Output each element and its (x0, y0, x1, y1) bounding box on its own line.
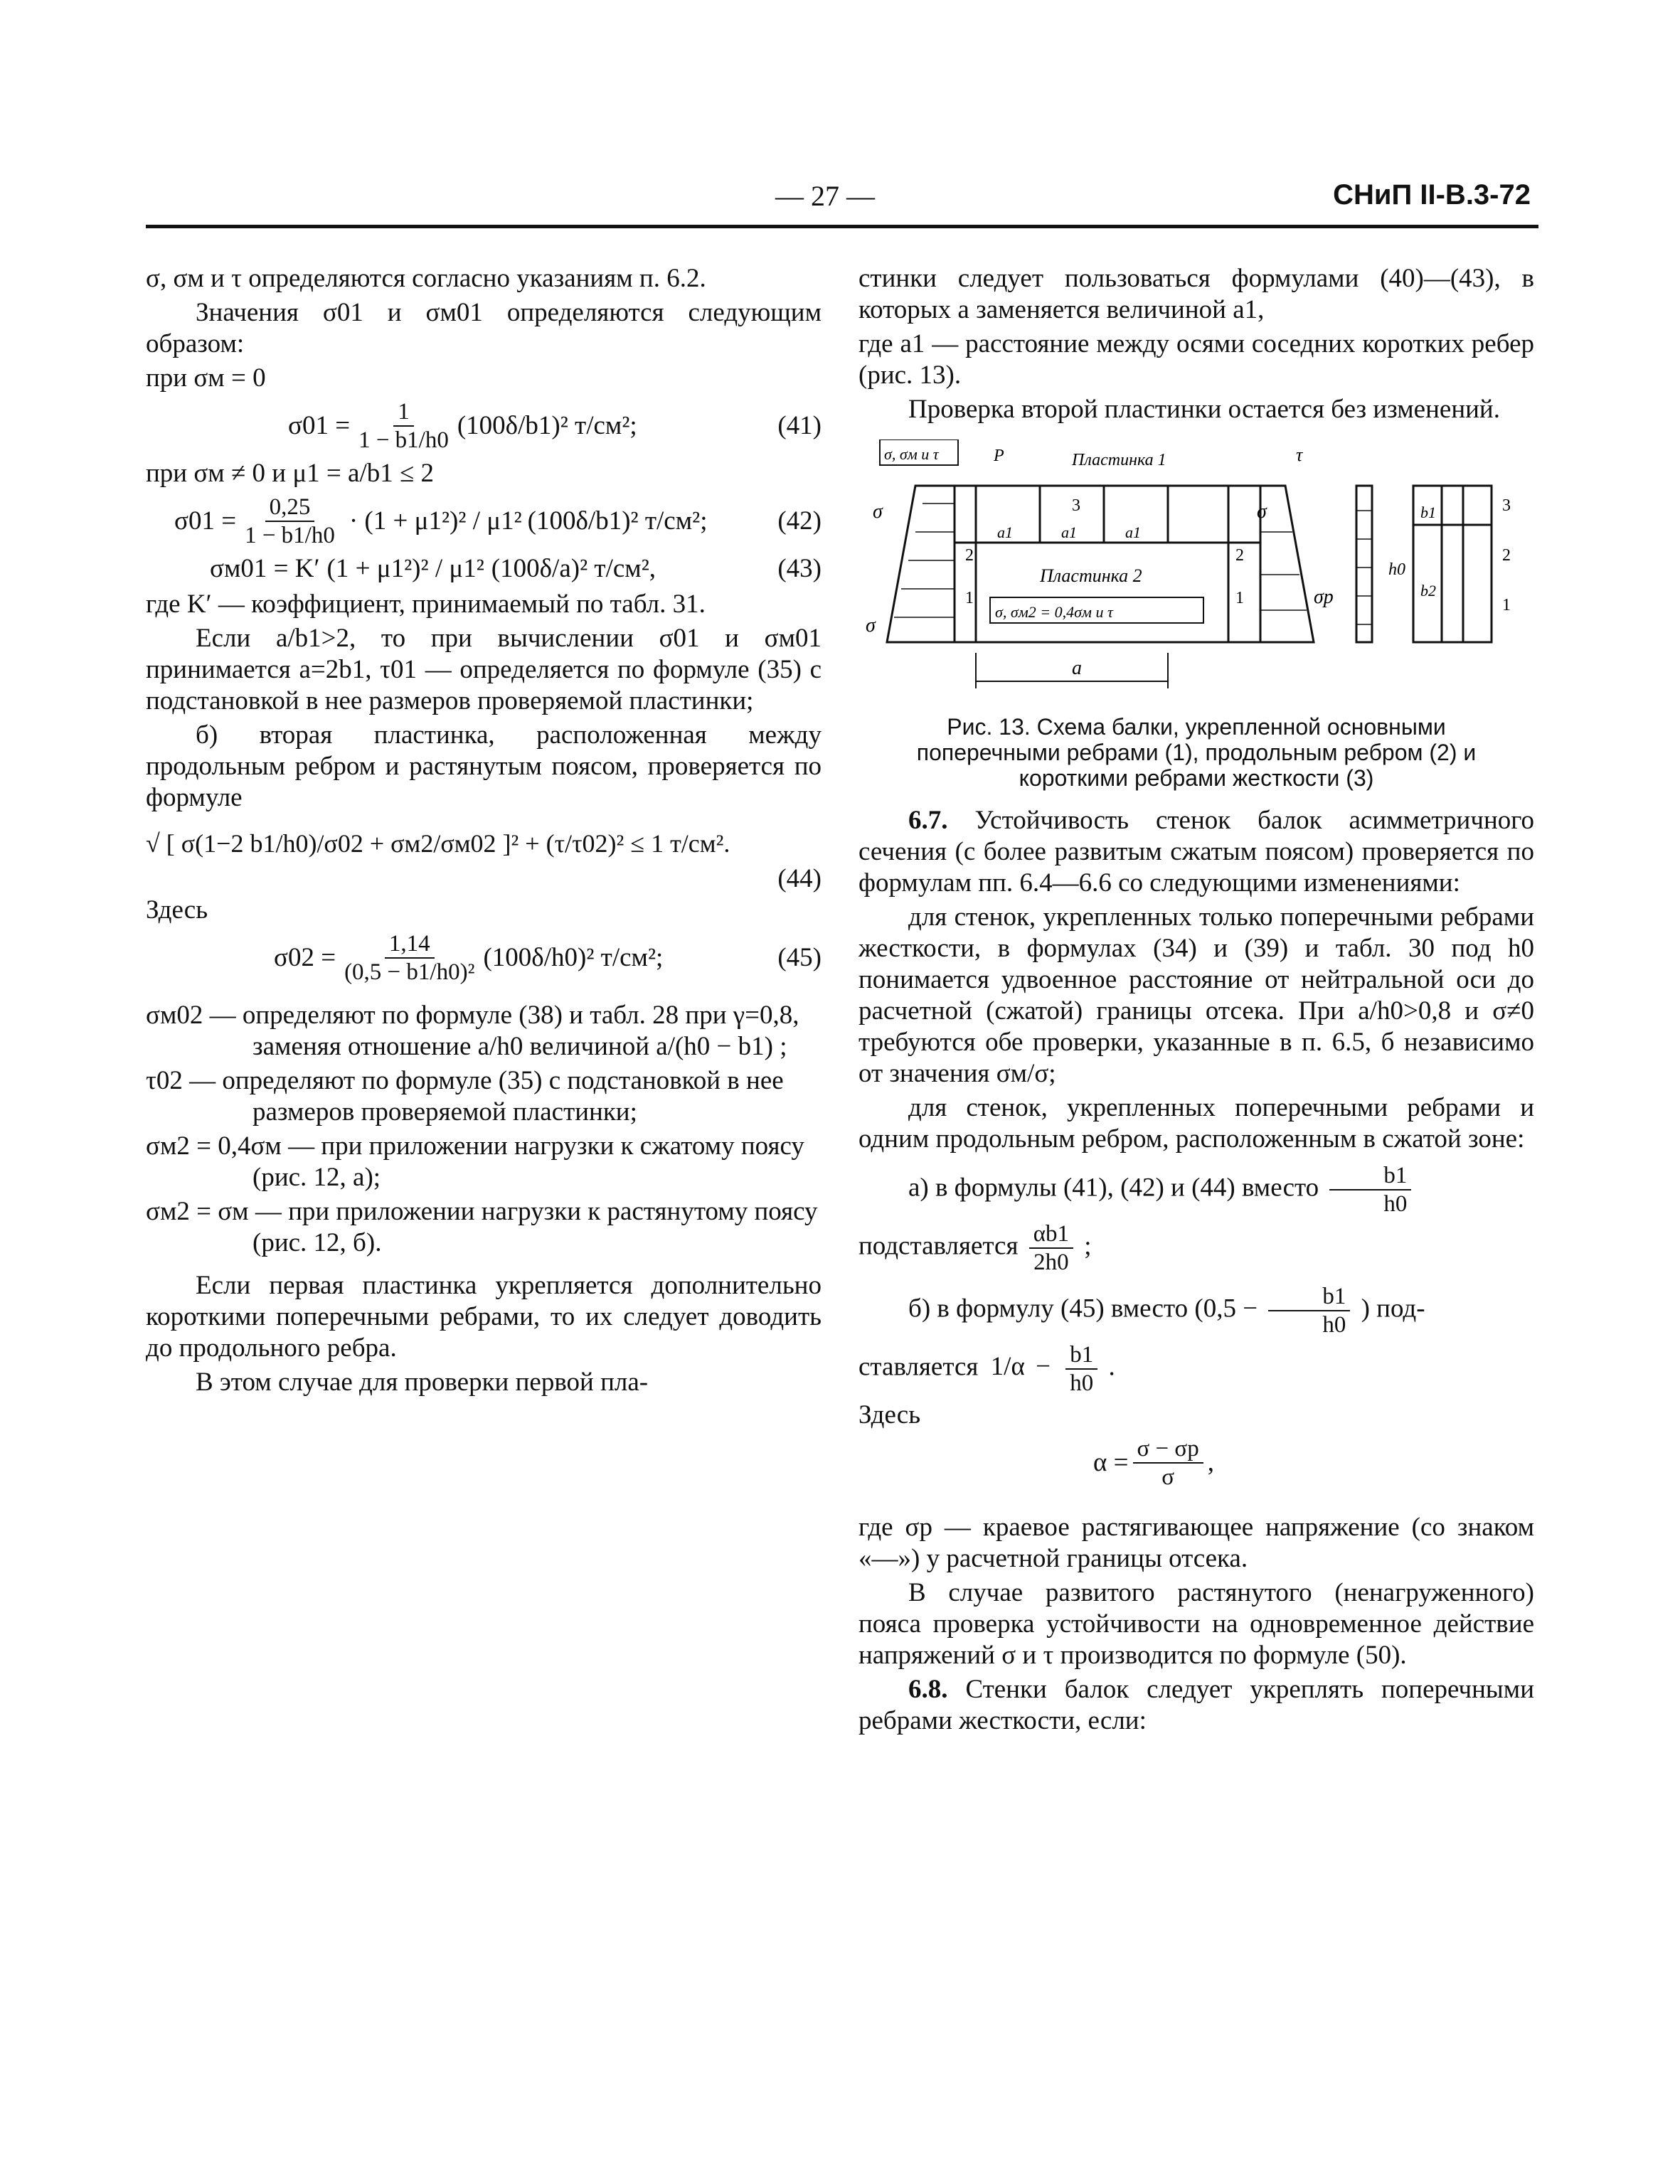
item-a (858, 1162, 1534, 1218)
item-text: а) в формулы (41), (42) и (44) вместо (908, 1173, 1319, 1203)
paragraph: Значения σ01 и σм01 определяются следующим образом: (146, 298, 822, 358)
formula-42 (146, 494, 822, 549)
label-sigma-left: σ (866, 614, 876, 636)
fraction (340, 930, 479, 986)
formula-tail: (100δ/a)² т/см², (491, 554, 656, 583)
formula-45 (146, 930, 822, 986)
label-a: a (1072, 657, 1082, 679)
label-2-section: 2 (1502, 546, 1511, 565)
equation-number: (44) (777, 864, 822, 893)
expr-minus: − (1036, 1352, 1051, 1382)
paragraph: σ, σм и τ определяются согласно указаниям п. 6.2. (146, 264, 706, 293)
formula-lhs: σ01 = (288, 411, 351, 440)
item-end: ; (1084, 1231, 1092, 1261)
section-6-7 (858, 805, 1534, 899)
label-plate2: Пластинка 2 (1040, 565, 1142, 586)
section-number: 6.7. (908, 806, 948, 835)
denominator: 1 − b1/h0 (358, 427, 449, 453)
paragraph: Если первая пластинка укрепляется дополнительно короткими поперечными ребрами, то их следует доводить до продольного ребра. (146, 1271, 822, 1363)
label-h0: h0 (1388, 560, 1405, 579)
denominator: σ (1161, 1464, 1175, 1490)
numerator: αb1 (1029, 1220, 1073, 1249)
paragraph: где K′ — коэффициент, принимаемый по табл. 31. (146, 590, 706, 619)
formula-44 (146, 828, 822, 859)
denominator: (0,5 − b1/h0)² (344, 959, 475, 985)
label-1: 1 (965, 589, 974, 607)
item-text: ставляется (858, 1352, 979, 1382)
formula-tail: (100δ/b1)² т/см²; (527, 506, 708, 536)
paragraph: стинки следует пользоваться формулами (40)—(43), в которых a заменяется величиной a1, (858, 264, 1534, 324)
label-1-section: 1 (1502, 596, 1511, 614)
label-2-right: 2 (1235, 546, 1244, 565)
header-rule (146, 225, 1538, 228)
numerator: b1 (1268, 1283, 1350, 1311)
right-column (858, 263, 1534, 1740)
item-b (858, 1283, 1534, 1338)
numerator: 0,25 (265, 494, 315, 522)
document-code: СНиП II-В.3-72 (1333, 179, 1531, 211)
fraction (1268, 1283, 1350, 1338)
figure-13 (858, 440, 1534, 791)
label-sigma-p: σр (1314, 586, 1334, 608)
fraction (1329, 1162, 1411, 1218)
formula-tail: (100δ/b1)² т/см²; (457, 411, 637, 440)
stress-diagram-right (1260, 486, 1314, 642)
label-1-right: 1 (1235, 589, 1244, 607)
equation-number: (45) (777, 943, 822, 972)
condition: при σм ≠ 0 и μ1 = a/b1 ≤ 2 (146, 459, 435, 488)
label-b1: b1 (1420, 504, 1436, 521)
item-end: ) под- (1361, 1294, 1425, 1323)
formula-lhs: σм01 = K′ (210, 554, 320, 583)
equation-number: (41) (777, 411, 822, 440)
paragraph: б) вторая пластинка, расположенная между продольным ребром и растянутым поясом, проверяется по формуле (146, 720, 822, 812)
denominator: h0 (1383, 1191, 1408, 1217)
definition: σм2 = σм — при приложении нагрузки к растянутому поясу (рис. 12, б). (146, 1197, 818, 1257)
stress-diagram-left (887, 486, 955, 642)
denominator: h0 (1322, 1312, 1346, 1338)
section-text: Стенки балок следует укреплять поперечными ребрами жесткости, если: (858, 1675, 1535, 1735)
section-text: Устойчивость стенок балок асимметричного сечения (с более развитым сжатым поясом) проверяется по формулам пп. 6.4—6.6 со следующими изменениями: (858, 806, 1534, 897)
formula-expr: √ [ σ(1−2 b1/h0)/σ02 + σм2/σм02 ]² + (τ/τ02)² ≤ 1 т/см². (146, 829, 730, 858)
equation-number: (42) (777, 506, 822, 536)
fraction (354, 398, 453, 454)
numerator: 1,14 (385, 930, 435, 959)
label-3: 3 (1072, 496, 1080, 515)
definition: σм2 = 0,4σм — при приложении нагрузки к сжатому поясу (рис. 12, а); (146, 1131, 804, 1192)
fraction (1133, 1435, 1203, 1491)
fraction (240, 494, 339, 549)
item-text: подставляется (858, 1231, 1019, 1261)
numerator: σ − σр (1133, 1435, 1203, 1464)
paragraph: Проверка второй пластинки остается без изменений. (908, 395, 1500, 424)
page-number: — 27 — (775, 180, 875, 212)
formula-lhs: σ02 = (274, 943, 336, 972)
label-a1: a1 (1125, 523, 1141, 541)
definition: σм02 — определяют по формуле (38) и табл. 28 при γ=0,8, заменяя отношение a/h0 величиной a/(h0 − b1) ; (146, 1001, 799, 1061)
beam-diagram (858, 440, 1534, 710)
label-a1: a1 (997, 523, 1013, 541)
denominator: 1 − b1/h0 (245, 523, 335, 548)
paragraph: В случае развитого растянутого (ненагруженного) пояса проверка устойчивости на одновременное действие напряжений σ и τ производится по формуле (50). (858, 1578, 1534, 1670)
formula-mid: · (1 + μ1²)² / μ1² (349, 506, 522, 536)
paragraph: Если a/b1>2, то при вычислении σ01 и σм01 принимается a=2b1, τ01 — определяется по формуле (35) с подстановкой в нее размеров проверяемой пластинки; (146, 624, 822, 715)
label: Здесь (146, 895, 208, 925)
numerator: 1 (393, 398, 414, 427)
equation-number-row (146, 863, 822, 895)
equation-number: (43) (777, 554, 822, 583)
section-6-8 (858, 1674, 1534, 1737)
label-box1: σ, σм и τ (884, 445, 939, 463)
label-b2: b2 (1420, 582, 1436, 600)
paragraph: где σр — краевое растягивающее напряжение (со знаком «—») у расчетной границы отсека. (858, 1513, 1534, 1573)
denominator: 2h0 (1033, 1250, 1069, 1275)
expr-left: 1/α (990, 1352, 1025, 1382)
figure-caption: Рис. 13. Схема балки, укрепленной основными поперечными ребрами (1), продольным ребром (2) и короткими ребрами жесткости (3) (916, 714, 1477, 791)
formula-end: , (1207, 1448, 1214, 1477)
denominator: h0 (1070, 1370, 1094, 1396)
label-a1: a1 (1061, 523, 1077, 541)
fraction (1065, 1341, 1097, 1397)
condition: при σм = 0 (146, 363, 266, 393)
label-3-section: 3 (1502, 496, 1511, 515)
label-plate1: Пластинка 1 (1072, 451, 1166, 469)
label-tau: τ (1296, 444, 1303, 465)
formula-mid: (1 + μ1²)² / μ1² (326, 554, 484, 583)
item-text: б) в формулу (45) вместо (0,5 − (908, 1294, 1258, 1323)
paragraph: для стенок, укрепленных поперечными ребрами и одним продольным ребром, расположенным в сжатой зоне: (858, 1093, 1534, 1154)
definition: τ02 — определяют по формуле (35) с подстановкой в нее размеров проверяемой пластинки; (146, 1066, 784, 1126)
label-2: 2 (965, 546, 974, 565)
formula-lhs: α = (1093, 1448, 1129, 1477)
numerator: b1 (1065, 1341, 1097, 1370)
numerator: b1 (1329, 1162, 1411, 1190)
item-a-cont (858, 1220, 1534, 1276)
formula-41 (146, 398, 822, 454)
left-column (146, 263, 822, 1401)
item-b-cont (858, 1341, 1534, 1397)
formula-43 (146, 553, 822, 585)
fraction (1029, 1220, 1073, 1276)
paragraph: В этом случае для проверки первой пла- (196, 1368, 649, 1397)
formula-tail: (100δ/h0)² т/см²; (483, 943, 664, 972)
label-sigma: σ (873, 501, 883, 523)
shear-diagram (1356, 486, 1372, 642)
label-p: P (994, 447, 1004, 465)
item-end: . (1108, 1352, 1115, 1382)
formula-alpha (858, 1435, 1534, 1491)
formula-lhs: σ01 = (174, 506, 237, 536)
label-box2: σ, σм2 = 0,4σм и τ (995, 603, 1113, 621)
label: Здесь (858, 1400, 921, 1429)
paragraph: для стенок, укрепленных только поперечными ребрами жесткости, в формулах (34) и (39) и табл. 30 под h0 понимается удвоенное расстояние от нейтральной оси до расчетной (сжатой) границы отсека. При a/h0>0,8 и σ≠0 требуются обе проверки, указанные в п. 6.5, б независимо от значения σм/σ; (858, 902, 1534, 1088)
paragraph: где a1 — расстояние между осями соседних коротких ребер (рис. 13). (858, 329, 1534, 390)
label-sigma-right: σ (1257, 501, 1267, 523)
section-number: 6.8. (908, 1675, 948, 1704)
